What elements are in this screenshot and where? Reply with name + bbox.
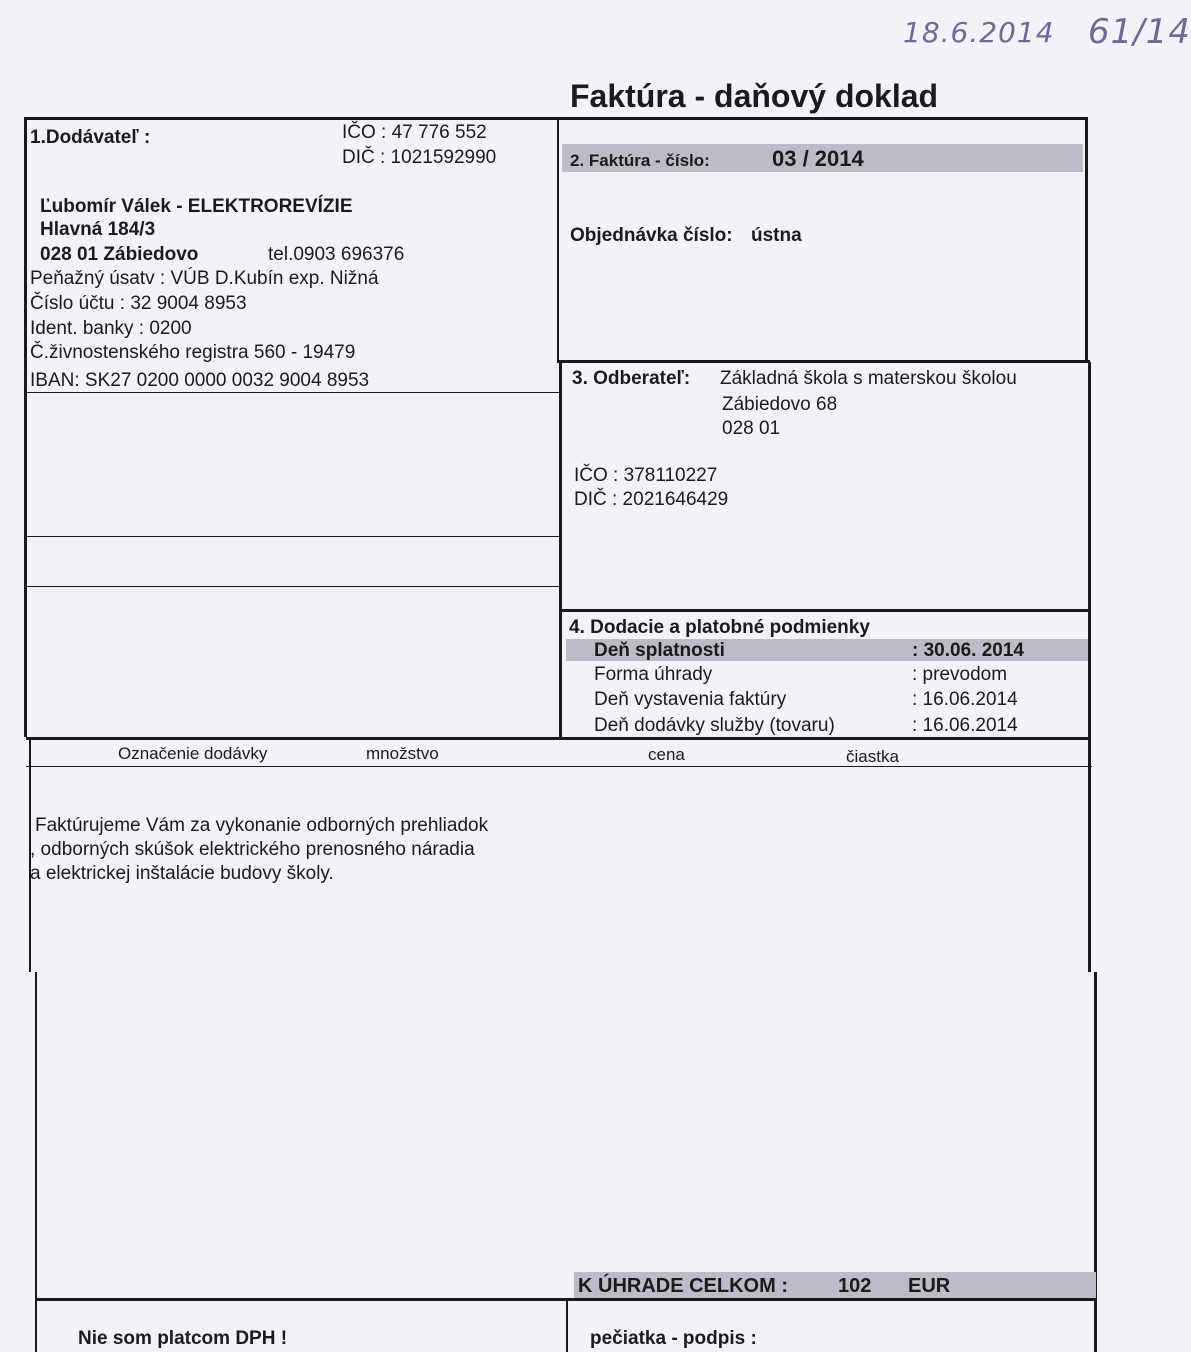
- col-item: Označenie dodávky: [118, 744, 268, 763]
- payment-form-label: Forma úhrady: [594, 664, 713, 685]
- supplier-iban: IBAN: SK27 0200 0000 0032 9004 8953: [30, 370, 370, 391]
- vat-note: Nie som platcom DPH !: [78, 1328, 288, 1349]
- order-number-label: Objednávka číslo:: [570, 225, 733, 246]
- due-date-label: Deň splatnosti: [594, 640, 725, 661]
- document-title: Faktúra - daňový doklad: [570, 78, 939, 114]
- supplier-street: Hlavná 184/3: [40, 219, 156, 240]
- due-date-value: : 30.06. 2014: [912, 640, 1024, 661]
- invoice-number: 03 / 2014: [772, 146, 864, 171]
- invoice-number-label: 2. Faktúra - číslo:: [570, 151, 710, 170]
- delivery-date-label: Deň dodávky služby (tovaru): [594, 715, 835, 736]
- description-line: a elektrickej inštalácie budovy školy.: [30, 863, 334, 884]
- col-price: cena: [648, 745, 685, 764]
- customer-ico: IČO : 378110227: [574, 465, 718, 486]
- order-number-value: ústna: [751, 225, 802, 246]
- supplier-ico: IČO : 47 776 552: [342, 122, 487, 143]
- col-amount: čiastka: [846, 747, 899, 766]
- total-label: K ÚHRADE CELKOM :: [578, 1275, 788, 1297]
- customer-street: Zábiedovo 68: [722, 394, 838, 415]
- stamp-signature-label: pečiatka - podpis :: [590, 1328, 757, 1349]
- issue-date-label: Deň vystavenia faktúry: [594, 689, 787, 710]
- customer-heading: 3. Odberateľ:: [572, 368, 691, 389]
- supplier-dic: DIČ : 1021592990: [342, 147, 497, 168]
- handwritten-date: 18.6.2014: [903, 16, 1055, 49]
- issue-date-value: : 16.06.2014: [912, 689, 1018, 710]
- delivery-date-value: : 16.06.2014: [912, 715, 1018, 736]
- col-quantity: množstvo: [366, 744, 439, 763]
- supplier-name: Ľubomír Válek - ELEKTROREVÍZIE: [40, 196, 353, 217]
- customer-name: Základná škola s materskou školou: [720, 368, 1017, 389]
- supplier-trade-register: Č.živnostenského registra 560 - 19479: [30, 342, 356, 363]
- description-line: , odborných skúšok elektrického prenosného náradia: [30, 839, 475, 860]
- total-amount: 102: [838, 1275, 872, 1297]
- supplier-heading: 1.Dodávateľ :: [30, 127, 151, 148]
- supplier-bank: Peňažný úsatv : VÚB D.Kubín exp. Nižná: [30, 268, 379, 289]
- payment-form-value: : prevodom: [912, 664, 1008, 685]
- total-currency: EUR: [908, 1275, 951, 1297]
- customer-dic: DIČ : 2021646429: [574, 489, 729, 510]
- conditions-heading: 4. Dodacie a platobné podmienky: [569, 617, 870, 638]
- customer-zip: 028 01: [722, 418, 781, 439]
- supplier-city: 028 01 Zábiedovo: [40, 244, 199, 265]
- supplier-bank-id: Ident. banky : 0200: [30, 318, 192, 339]
- description-line: Faktúrujeme Vám za vykonanie odborných prehliadok: [35, 815, 489, 836]
- handwritten-number: 61/14: [1088, 12, 1191, 52]
- supplier-account: Číslo účtu : 32 9004 8953: [30, 293, 247, 314]
- supplier-phone: tel.0903 696376: [268, 244, 405, 265]
